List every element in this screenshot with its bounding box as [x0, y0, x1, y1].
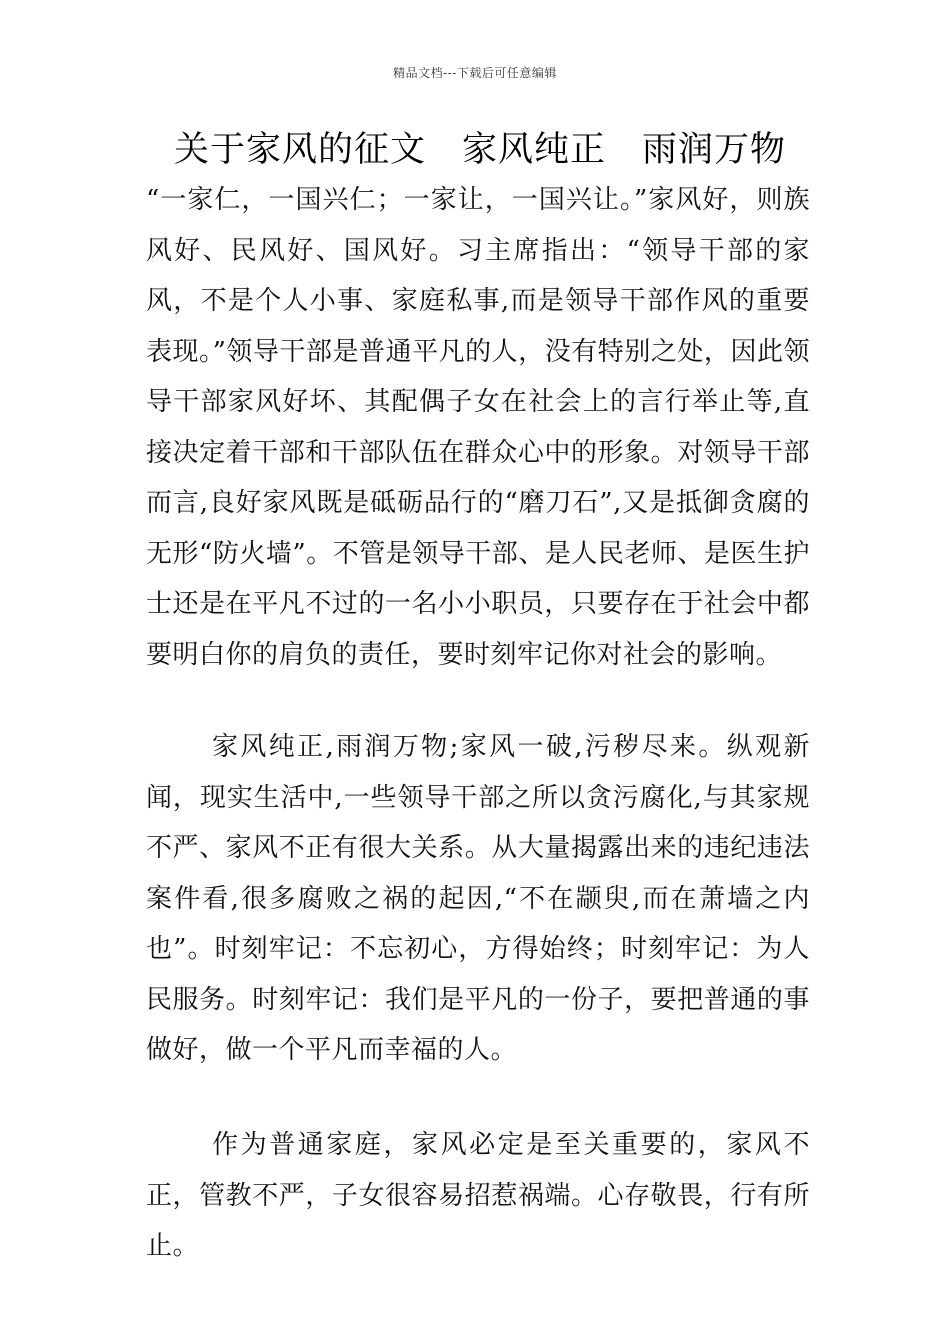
document-title: 关于家风的征文 家风纯正 雨润万物	[173, 130, 786, 170]
header-note: 精品文档---下载后可任意编辑	[393, 66, 557, 80]
paragraph-3: 作为普通家庭，家风必定是至关重要的，家风不正，管教不严，子女很容易招惹祸端。心存敬畏，行有所止。	[146, 1130, 810, 1261]
paragraph-1: “一家仁，一国兴仁；一家让，一国兴让。”家风好，则族风好、民风好、国风好。习主席指出：“领导干部的家风，不是个人小事、家庭私事,而是领导干部作风的重要表现。”领导干部是普通平凡的人，没有特别之处，因此领导干部家风好坏、其配偶子女在社会上的言行举止等,直接决定着干部和干部队伍在群众心中的形象。对领导干部而言,良好家风既是砥砺品行的“磨刀石”,又是抵御贪腐的无形“防火墙”。不管是领导干部、是人民老师、是医生护士还是在平凡不过的一名小小职员，只要存在于社会中都要明白你的肩负的责任，要时刻牢记你对社会的影响。	[146, 185, 810, 670]
paragraph-2: 家风纯正,雨润万物;家风一破,污秽尽来。纵观新闻，现实生活中,一些领导干部之所以贪污腐化,与其家规不严、家风不正有很大关系。从大量揭露出来的违纪违法案件看,很多腐败之祸的起因,“不在颛臾,而在萧墙之内也”。时刻牢记：不忘初心，方得始终；时刻牢记：为人民服务。时刻牢记：我们是平凡的一份子，要把普通的事做好，做一个平凡而幸福的人。	[146, 732, 810, 1065]
